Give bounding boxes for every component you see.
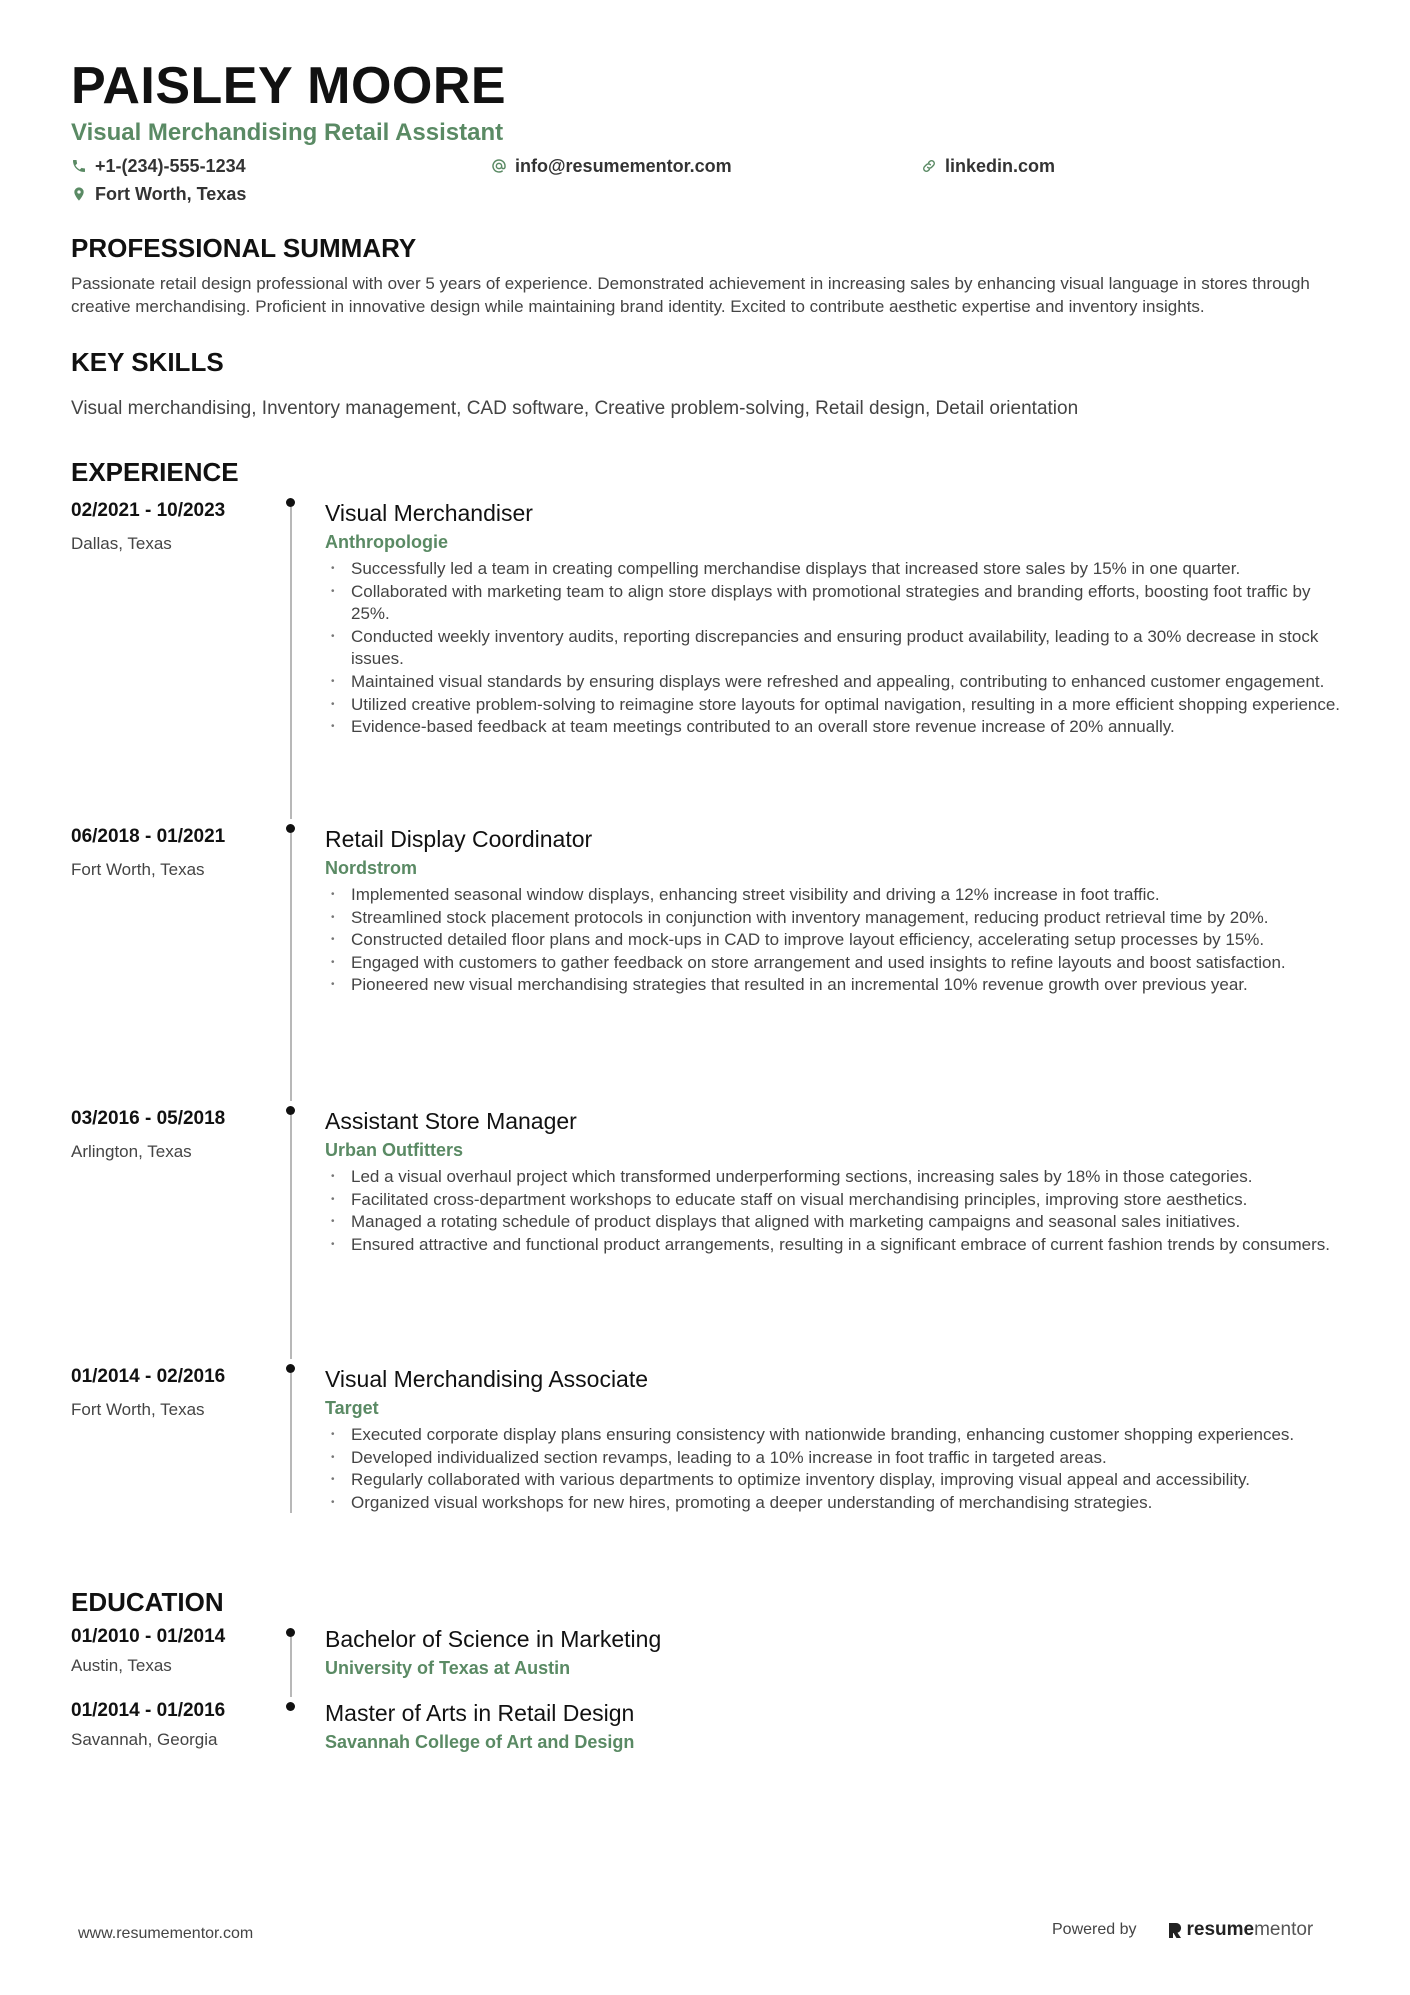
job-title: Assistant Store Manager <box>325 1108 577 1134</box>
education-item <box>71 1624 1351 1698</box>
timeline-rail <box>281 1698 305 1758</box>
powered-by-label: Powered by <box>1052 1921 1137 1938</box>
job-bullets <box>325 1166 1351 1256</box>
job-bullet: • Executed corporate display plans ensuring consistency with nationwide branding, enhancing customer shopping experiences. <box>325 1424 1351 1447</box>
experience-item <box>71 1360 1351 1580</box>
candidate-name: PAISLEY MOORE <box>71 57 507 115</box>
timeline-dot <box>286 1702 295 1711</box>
job-bullets <box>325 1424 1351 1514</box>
job-bullet: • Streamlined stock placement protocols in conjunction with inventory management, reducing product retrieval time by 20%. <box>325 907 1351 930</box>
edu-degree: Master of Arts in Retail Design <box>325 1700 635 1726</box>
job-bullet: • Maintained visual standards by ensuring displays were refreshed and appealing, contributing to enhanced customer engagement. <box>325 671 1351 694</box>
email-text: info@resumementor.com <box>515 156 732 176</box>
timeline-line <box>290 507 292 819</box>
summary-section <box>71 232 1351 318</box>
timeline-line <box>290 833 292 1101</box>
timeline-dot <box>286 498 295 507</box>
contact-email[interactable] <box>491 154 921 178</box>
education-list <box>71 1624 1351 1758</box>
job-dates: 03/2016 - 05/2018 <box>71 1108 226 1129</box>
skills-text: Visual merchandising, Inventory management, CAD software, Creative problem-solving, Retail design, Detail orientation <box>71 398 1079 419</box>
experience-list <box>71 494 1351 1580</box>
job-location: Fort Worth, Texas <box>71 860 205 879</box>
brand-light: mentor <box>1254 1919 1314 1940</box>
timeline-rail <box>281 820 305 1102</box>
timeline-dot <box>286 1628 295 1637</box>
timeline-line <box>290 1115 292 1359</box>
timeline-rail <box>281 1624 305 1698</box>
job-dates: 01/2014 - 02/2016 <box>71 1366 226 1387</box>
job-bullet: • Collaborated with marketing team to align store displays with promotional strategies and branding efforts, boosting foot traffic by 25%. <box>325 581 1351 626</box>
job-location: Fort Worth, Texas <box>71 1400 205 1419</box>
timeline-rail <box>281 494 305 820</box>
phone-text: +1-(234)-555-1234 <box>95 156 246 176</box>
job-bullet: • Developed individualized section revamps, leading to a 10% increase in foot traffic in targeted areas. <box>325 1447 1351 1470</box>
job-title: Visual Merchandiser <box>325 500 533 526</box>
at-icon <box>491 158 507 174</box>
linkedin-text: linkedin.com <box>945 156 1056 176</box>
edu-degree: Bachelor of Science in Marketing <box>325 1626 662 1652</box>
contact-phone <box>71 154 491 178</box>
job-company: Target <box>325 1398 379 1418</box>
job-bullets <box>325 884 1351 997</box>
footer-website[interactable]: www.resumementor.com <box>78 1925 254 1942</box>
education-heading: EDUCATION <box>71 1587 224 1617</box>
job-bullet: • Led a visual overhaul project which transformed underperforming sections, increasing sales by 18% in those categories. <box>325 1166 1351 1189</box>
job-bullet: • Utilized creative problem-solving to reimagine store layouts for optimal navigation, resulting in a more efficient shopping experience. <box>325 694 1351 717</box>
job-bullet: • Pioneered new visual merchandising strategies that resulted in an incremental 10% revenue growth over previous year. <box>325 974 1351 997</box>
experience-heading: EXPERIENCE <box>71 457 239 487</box>
skills-section <box>71 346 1351 422</box>
timeline-dot <box>286 1364 295 1373</box>
job-bullets <box>325 558 1351 739</box>
location-text: Fort Worth, Texas <box>95 184 247 204</box>
summary-text: Passionate retail design professional with over 5 years of experience. Demonstrated achievement in increasing sales by enhancing visual language in stores through creative merchandising. Proficient in innovative design while maintaining brand identity. Excited to contribute aesthetic expertise and inventory insights. <box>71 274 1310 316</box>
job-bullet: • Regularly collaborated with various departments to optimize inventory display, improving visual appeal and accessibility. <box>325 1469 1351 1492</box>
experience-item <box>71 494 1351 820</box>
education-item <box>71 1698 1351 1758</box>
experience-item <box>71 820 1351 1102</box>
job-company: Anthropologie <box>325 532 448 552</box>
edu-location: Savannah, Georgia <box>71 1730 218 1749</box>
phone-icon <box>71 158 87 174</box>
edu-school: Savannah College of Art and Design <box>325 1732 635 1752</box>
edu-dates: 01/2010 - 01/2014 <box>71 1626 226 1647</box>
job-company: Urban Outfitters <box>325 1140 464 1160</box>
job-bullet: • Implemented seasonal window displays, enhancing street visibility and driving a 12% increase in foot traffic. <box>325 884 1351 907</box>
contact-linkedin[interactable] <box>921 154 1221 178</box>
experience-item <box>71 1102 1351 1360</box>
education-section <box>71 1586 1351 1758</box>
candidate-role: Visual Merchandising Retail Assistant <box>71 119 504 146</box>
resumementor-logo-icon <box>1167 1921 1183 1939</box>
timeline-rail <box>281 1360 305 1580</box>
timeline-line <box>290 1637 292 1697</box>
job-bullet: • Conducted weekly inventory audits, reporting discrepancies and ensuring product availability, leading to a 30% decrease in stock issues. <box>325 626 1351 671</box>
job-bullet: • Ensured attractive and functional product arrangements, resulting in a significant embrace of current fashion trends by consumers. <box>325 1234 1351 1257</box>
brand-bold: resume <box>1186 1919 1255 1940</box>
job-bullet: • Organized visual workshops for new hires, promoting a deeper understanding of merchandising strategies. <box>325 1492 1351 1515</box>
timeline-dot <box>286 824 295 833</box>
job-location: Arlington, Texas <box>71 1142 192 1161</box>
experience-section <box>71 456 1351 1580</box>
map-pin-icon <box>71 186 87 202</box>
timeline-line <box>290 1373 292 1513</box>
job-bullet: • Evidence-based feedback at team meetings contributed to an overall store revenue increase of 20% annually. <box>325 716 1351 739</box>
job-dates: 02/2021 - 10/2023 <box>71 500 226 521</box>
job-company: Nordstrom <box>325 858 418 878</box>
job-location: Dallas, Texas <box>71 534 172 553</box>
edu-location: Austin, Texas <box>71 1656 172 1675</box>
job-dates: 06/2018 - 01/2021 <box>71 826 226 847</box>
resume-page <box>71 56 1351 1758</box>
link-icon <box>921 158 937 174</box>
job-bullet: • Facilitated cross-department workshops to educate staff on visual merchandising principles, improving store aesthetics. <box>325 1189 1351 1212</box>
contact-location <box>71 182 491 206</box>
job-title: Visual Merchandising Associate <box>325 1366 649 1392</box>
timeline-dot <box>286 1106 295 1115</box>
skills-heading: KEY SKILLS <box>71 347 224 377</box>
job-bullet: • Managed a rotating schedule of product displays that aligned with marketing campaigns and seasonal sales initiatives. <box>325 1211 1351 1234</box>
job-bullet: • Constructed detailed floor plans and mock-ups in CAD to improve layout efficiency, accelerating setup processes by 15%. <box>325 929 1351 952</box>
summary-heading: PROFESSIONAL SUMMARY <box>71 233 417 263</box>
contact-info <box>71 154 1351 206</box>
brand-logo[interactable] <box>1167 1919 1314 1941</box>
edu-dates: 01/2014 - 01/2016 <box>71 1700 226 1721</box>
edu-school: University of Texas at Austin <box>325 1658 571 1678</box>
footer-powered-by <box>1052 1919 1313 1941</box>
job-title: Retail Display Coordinator <box>325 826 593 852</box>
job-bullet: • Successfully led a team in creating compelling merchandise displays that increased store sales by 15% in one quarter. <box>325 558 1351 581</box>
job-bullet: • Engaged with customers to gather feedback on store arrangement and used insights to refine layouts and boost satisfaction. <box>325 952 1351 975</box>
timeline-rail <box>281 1102 305 1360</box>
